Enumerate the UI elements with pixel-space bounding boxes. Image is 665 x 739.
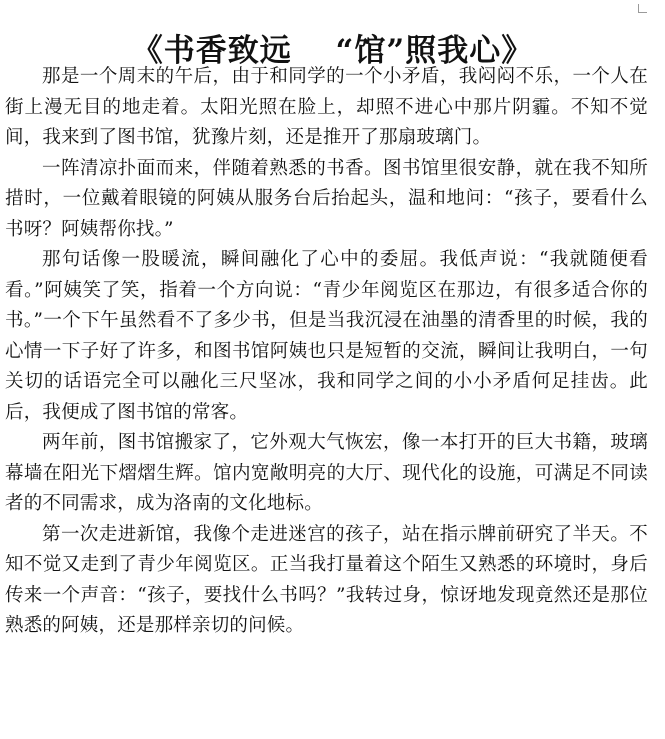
paragraph-2: 一阵清凉扑面而来，伴随着熟悉的书香。图书馆里很安静，就在我不知所措时，一位戴着眼镜的阿姨从服务台后抬起头，温和地问：“孩子，要看什么书呀？阿姨帮你找。”	[5, 157, 648, 240]
paragraph-4: 两年前，图书馆搬家了，它外观大气恢宏，像一本打开的巨大书籍，玻璃幕墙在阳光下熠熠生辉。馆内宽敞明亮的大厅、现代化的设施，可满足不同读者的不同需求，成为洛南的文化地标。	[5, 432, 648, 514]
page-corner-mark	[638, 4, 647, 13]
paragraph-3: 那句话像一股暖流，瞬间融化了心中的委屈。我低声说：“我就随便看看。”阿姨笑了笑，指着一个方向说：“青少年阅览区在那边，有很多适合你的书。”一个下午虽然看不了多少书，但是当我沉浸在油墨的清香里的时候，我的心情一下子好了许多，和图书馆阿姨也只是短暂的交流，瞬间让我明白，一句关切的话语完全可以融化三尺坚冰，我和同学之间的小小矛盾何足挂齿。此后，我便成了图书馆的常客。	[5, 249, 648, 423]
document-title: 《书香致远 “馆”照我心》	[131, 32, 534, 69]
paragraph-5: 第一次走进新馆，我像个走进迷宫的孩子，站在指示牌前研究了半天。不知不觉又走到了青少年阅览区。正当我打量着这个陌生又熟悉的环境时，身后传来一个声音：“孩子，要找什么书吗？”我转过身，惊讶地发现竟然还是那位熟悉的阿姨，还是那样亲切的问候。	[5, 523, 648, 636]
document-body	[5, 62, 648, 642]
paragraph-1: 那是一个周末的午后，由于和同学的一个小矛盾，我闷闷不乐，一个人在街上漫无目的地走着。太阳光照在脸上，却照不进心中那片阴霾。不知不觉间，我来到了图书馆，犹豫片刻，还是推开了那扇玻璃门。	[5, 66, 648, 148]
